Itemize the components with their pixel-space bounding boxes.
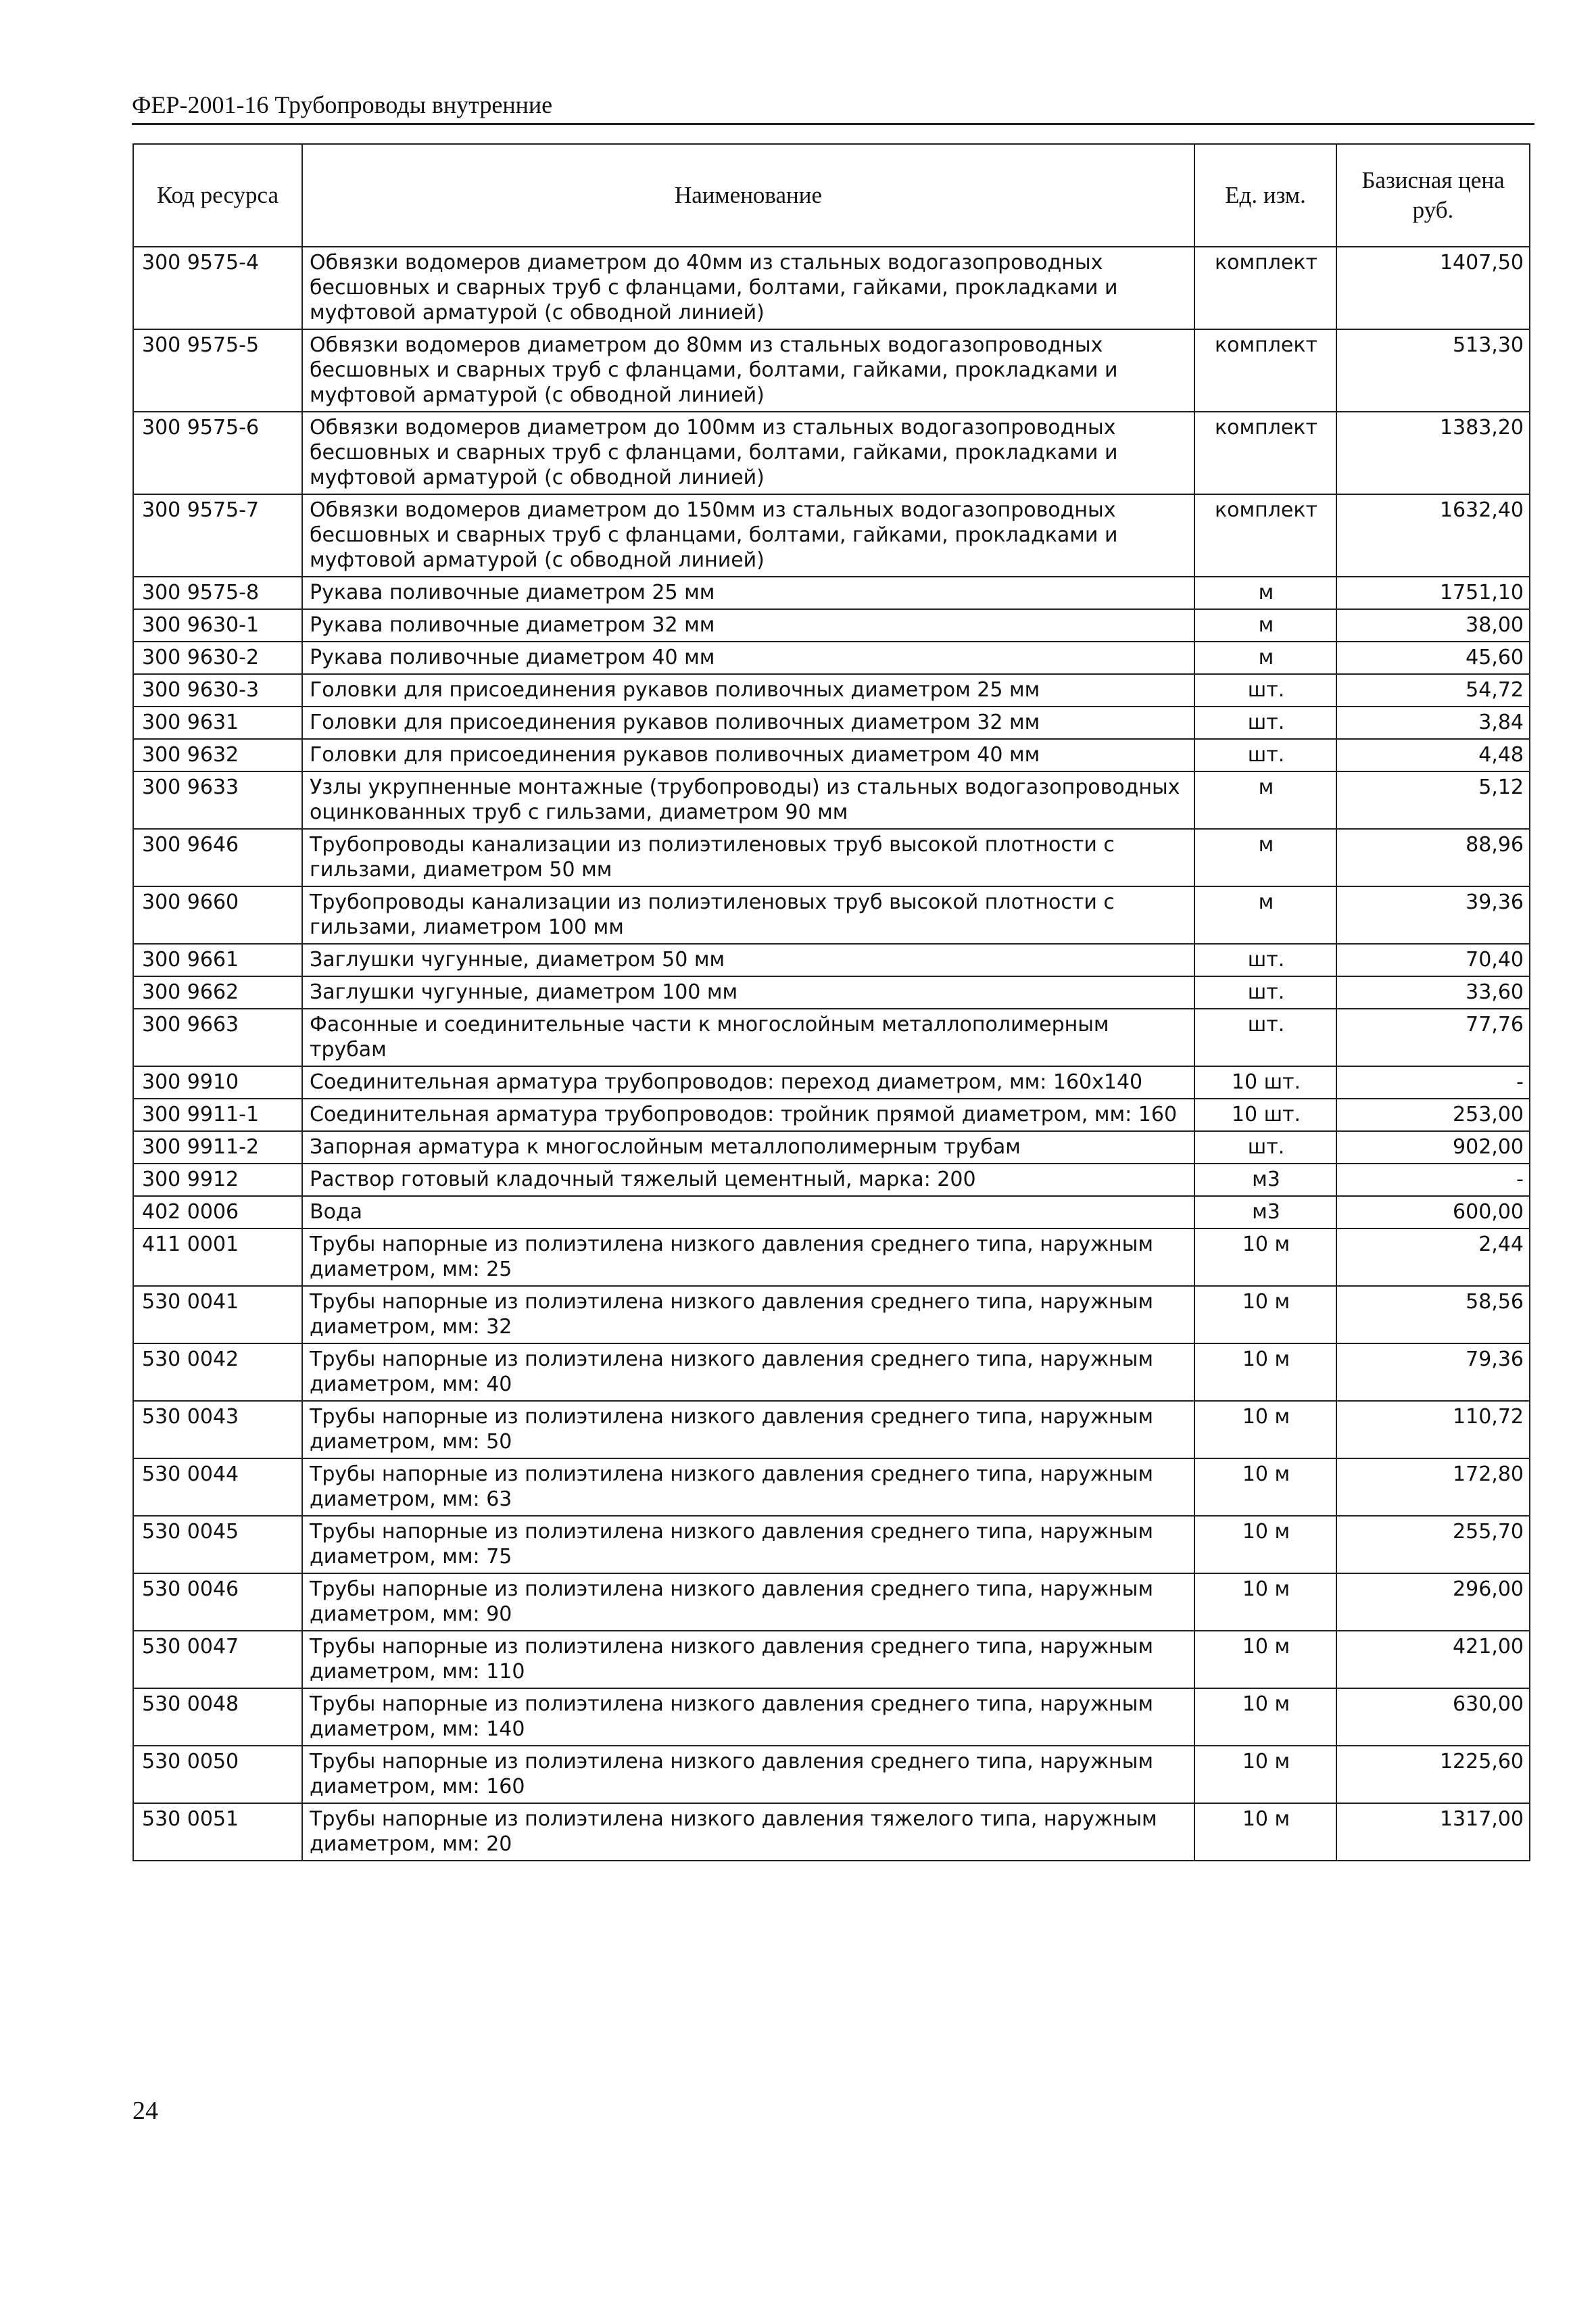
table-body	[133, 247, 1530, 1861]
resource-code: 300 9910	[133, 1066, 302, 1099]
table-row	[133, 1286, 1530, 1343]
table-row	[133, 1573, 1530, 1631]
unit-of-measure: комплект	[1194, 494, 1336, 577]
base-price: 5,12	[1336, 771, 1530, 829]
unit-of-measure: м	[1194, 577, 1336, 609]
unit-of-measure: м3	[1194, 1164, 1336, 1196]
table-header-row	[133, 144, 1530, 247]
resource-code: 530 0048	[133, 1688, 302, 1746]
resource-code: 530 0041	[133, 1286, 302, 1343]
base-price: 421,00	[1336, 1631, 1530, 1688]
base-price: 58,56	[1336, 1286, 1530, 1343]
resource-name: Головки для присоединения рукавов поливочных диаметром 40 мм	[302, 739, 1194, 771]
resource-name: Трубы напорные из полиэтилена низкого давления среднего типа, наружным диаметром, мм: 75	[302, 1516, 1194, 1573]
resource-name: Трубы напорные из полиэтилена низкого давления среднего типа, наружным диаметром, мм: 50	[302, 1401, 1194, 1458]
base-price: 39,36	[1336, 886, 1530, 944]
table-row	[133, 1401, 1530, 1458]
base-price: 1751,10	[1336, 577, 1530, 609]
resource-code: 300 9631	[133, 707, 302, 739]
resource-name: Трубы напорные из полиэтилена низкого давления среднего типа, наружным диаметром, мм: 110	[302, 1631, 1194, 1688]
column-header-unit: Ед. изм.	[1194, 144, 1336, 247]
base-price: 38,00	[1336, 609, 1530, 642]
unit-of-measure: 10 шт.	[1194, 1099, 1336, 1131]
base-price: 77,76	[1336, 1009, 1530, 1066]
base-price: 172,80	[1336, 1458, 1530, 1516]
resource-name: Запорная арматура к многослойным металлополимерным трубам	[302, 1131, 1194, 1164]
resource-name: Головки для присоединения рукавов поливочных диаметром 32 мм	[302, 707, 1194, 739]
table-row	[133, 886, 1530, 944]
unit-of-measure: 10 м	[1194, 1343, 1336, 1401]
resource-code: 300 9661	[133, 944, 302, 976]
table-row	[133, 1196, 1530, 1228]
resource-code: 300 9575-4	[133, 247, 302, 329]
base-price: 110,72	[1336, 1401, 1530, 1458]
base-price: 54,72	[1336, 674, 1530, 707]
resource-code: 300 9575-5	[133, 329, 302, 412]
table-row	[133, 1746, 1530, 1803]
base-price: 296,00	[1336, 1573, 1530, 1631]
base-price: 79,36	[1336, 1343, 1530, 1401]
unit-of-measure: 10 м	[1194, 1803, 1336, 1861]
base-price: 1317,00	[1336, 1803, 1530, 1861]
base-price: 1225,60	[1336, 1746, 1530, 1803]
base-price: 630,00	[1336, 1688, 1530, 1746]
table-row	[133, 412, 1530, 494]
resource-name: Трубы напорные из полиэтилена низкого давления среднего типа, наружным диаметром, мм: 32	[302, 1286, 1194, 1343]
resource-name: Рукава поливочные диаметром 40 мм	[302, 642, 1194, 674]
unit-of-measure: 10 м	[1194, 1401, 1336, 1458]
table-row	[133, 829, 1530, 886]
unit-of-measure: шт.	[1194, 976, 1336, 1009]
resource-name: Трубы напорные из полиэтилена низкого давления среднего типа, наружным диаметром, мм: 25	[302, 1228, 1194, 1286]
resource-code: 530 0043	[133, 1401, 302, 1458]
table-row	[133, 1228, 1530, 1286]
column-header-code: Код ресурса	[133, 144, 302, 247]
resource-name: Трубы напорные из полиэтилена низкого давления тяжелого типа, наружным диаметром, мм: 20	[302, 1803, 1194, 1861]
resource-code: 411 0001	[133, 1228, 302, 1286]
table-row	[133, 642, 1530, 674]
resource-name: Обвязки водомеров диаметром до 80мм из стальных водогазопроводных бесшовных и сварных труб с фланцами, болтами, гайками, прокладками и муфтовой арматурой (с обводной линией)	[302, 329, 1194, 412]
unit-of-measure: комплект	[1194, 247, 1336, 329]
resource-name: Фасонные и соединительные части к многослойным металлополимерным трубам	[302, 1009, 1194, 1066]
unit-of-measure: шт.	[1194, 1009, 1336, 1066]
table-row	[133, 329, 1530, 412]
resource-name: Рукава поливочные диаметром 25 мм	[302, 577, 1194, 609]
base-price: 33,60	[1336, 976, 1530, 1009]
unit-of-measure: 10 м	[1194, 1746, 1336, 1803]
resource-code: 530 0045	[133, 1516, 302, 1573]
table-row	[133, 1516, 1530, 1573]
base-price: 3,84	[1336, 707, 1530, 739]
table-row	[133, 674, 1530, 707]
unit-of-measure: м	[1194, 609, 1336, 642]
resource-name: Обвязки водомеров диаметром до 100мм из стальных водогазопроводных бесшовных и сварных труб с фланцами, болтами, гайками, прокладками и муфтовой арматурой (с обводной линией)	[302, 412, 1194, 494]
resource-code: 300 9630-2	[133, 642, 302, 674]
unit-of-measure: м	[1194, 886, 1336, 944]
table-row	[133, 609, 1530, 642]
resource-name: Соединительная арматура трубопроводов: переход диаметром, мм: 160x140	[302, 1066, 1194, 1099]
resource-name: Заглушки чугунные, диаметром 100 мм	[302, 976, 1194, 1009]
resource-code: 530 0044	[133, 1458, 302, 1516]
column-header-price: Базисная цена руб.	[1336, 144, 1530, 247]
table-row	[133, 1631, 1530, 1688]
unit-of-measure: 10 м	[1194, 1516, 1336, 1573]
base-price: -	[1336, 1066, 1530, 1099]
resource-name: Узлы укрупненные монтажные (трубопроводы) из стальных водогазопроводных оцинкованных труб с гильзами, диаметром 90 мм	[302, 771, 1194, 829]
table-row	[133, 247, 1530, 329]
resource-name: Трубы напорные из полиэтилена низкого давления среднего типа, наружным диаметром, мм: 63	[302, 1458, 1194, 1516]
unit-of-measure: 10 м	[1194, 1286, 1336, 1343]
table-row	[133, 739, 1530, 771]
resource-code: 300 9630-1	[133, 609, 302, 642]
table-row	[133, 1688, 1530, 1746]
resource-code: 402 0006	[133, 1196, 302, 1228]
unit-of-measure: шт.	[1194, 707, 1336, 739]
unit-of-measure: 10 м	[1194, 1573, 1336, 1631]
resource-code: 300 9575-7	[133, 494, 302, 577]
table-row	[133, 1803, 1530, 1861]
table-row	[133, 771, 1530, 829]
base-price: 255,70	[1336, 1516, 1530, 1573]
resource-code: 530 0050	[133, 1746, 302, 1803]
base-price: 1383,20	[1336, 412, 1530, 494]
resource-name: Головки для присоединения рукавов поливочных диаметром 25 мм	[302, 674, 1194, 707]
unit-of-measure: шт.	[1194, 739, 1336, 771]
base-price: 1407,50	[1336, 247, 1530, 329]
table-row	[133, 944, 1530, 976]
base-price: 88,96	[1336, 829, 1530, 886]
table-row	[133, 1131, 1530, 1164]
unit-of-measure: 10 м	[1194, 1688, 1336, 1746]
table-row	[133, 1458, 1530, 1516]
resource-code: 300 9911-1	[133, 1099, 302, 1131]
base-price: 902,00	[1336, 1131, 1530, 1164]
table-row	[133, 494, 1530, 577]
unit-of-measure: 10 м	[1194, 1458, 1336, 1516]
resource-code: 300 9630-3	[133, 674, 302, 707]
unit-of-measure: шт.	[1194, 1131, 1336, 1164]
resource-name: Трубы напорные из полиэтилена низкого давления среднего типа, наружным диаметром, мм: 40	[302, 1343, 1194, 1401]
unit-of-measure: м3	[1194, 1196, 1336, 1228]
resource-name: Обвязки водомеров диаметром до 40мм из стальных водогазопроводных бесшовных и сварных труб с фланцами, болтами, гайками, прокладками и муфтовой арматурой (с обводной линией)	[302, 247, 1194, 329]
base-price: 4,48	[1336, 739, 1530, 771]
resource-name: Трубопроводы канализации из полиэтиленовых труб высокой плотности с гильзами, диаметром 50 мм	[302, 829, 1194, 886]
unit-of-measure: шт.	[1194, 674, 1336, 707]
unit-of-measure: комплект	[1194, 329, 1336, 412]
base-price: 600,00	[1336, 1196, 1530, 1228]
resource-code: 300 9911-2	[133, 1131, 302, 1164]
resource-name: Раствор готовый кладочный тяжелый цементный, марка: 200	[302, 1164, 1194, 1196]
resource-name: Обвязки водомеров диаметром до 150мм из стальных водогазопроводных бесшовных и сварных труб с фланцами, болтами, гайками, прокладками и муфтовой арматурой (с обводной линией)	[302, 494, 1194, 577]
resource-price-table	[132, 143, 1530, 1861]
resource-code: 300 9646	[133, 829, 302, 886]
base-price: 1632,40	[1336, 494, 1530, 577]
unit-of-measure: м	[1194, 642, 1336, 674]
resource-name: Заглушки чугунные, диаметром 50 мм	[302, 944, 1194, 976]
table-row	[133, 1164, 1530, 1196]
base-price: 45,60	[1336, 642, 1530, 674]
resource-name: Трубопроводы канализации из полиэтиленовых труб высокой плотности с гильзами, лиаметром 100 мм	[302, 886, 1194, 944]
unit-of-measure: 10 м	[1194, 1228, 1336, 1286]
unit-of-measure: комплект	[1194, 412, 1336, 494]
resource-name: Трубы напорные из полиэтилена низкого давления среднего типа, наружным диаметром, мм: 90	[302, 1573, 1194, 1631]
resource-code: 300 9912	[133, 1164, 302, 1196]
resource-name: Рукава поливочные диаметром 32 мм	[302, 609, 1194, 642]
document-title: ФЕР-2001-16 Трубопроводы внутренние	[132, 91, 553, 118]
base-price: 70,40	[1336, 944, 1530, 976]
table-row	[133, 1009, 1530, 1066]
resource-code: 300 9575-8	[133, 577, 302, 609]
unit-of-measure: 10 шт.	[1194, 1066, 1336, 1099]
base-price: 2,44	[1336, 1228, 1530, 1286]
resource-code: 300 9663	[133, 1009, 302, 1066]
resource-name: Трубы напорные из полиэтилена низкого давления среднего типа, наружным диаметром, мм: 140	[302, 1688, 1194, 1746]
resource-code: 530 0047	[133, 1631, 302, 1688]
page-header	[132, 87, 1534, 125]
resource-code: 530 0046	[133, 1573, 302, 1631]
resource-code: 530 0051	[133, 1803, 302, 1861]
unit-of-measure: 10 м	[1194, 1631, 1336, 1688]
resource-code: 300 9575-6	[133, 412, 302, 494]
resource-code: 530 0042	[133, 1343, 302, 1401]
resource-name: Соединительная арматура трубопроводов: тройник прямой диаметром, мм: 160	[302, 1099, 1194, 1131]
resource-code: 300 9660	[133, 886, 302, 944]
base-price: -	[1336, 1164, 1530, 1196]
table-row	[133, 1099, 1530, 1131]
table-row	[133, 976, 1530, 1009]
resource-code: 300 9633	[133, 771, 302, 829]
resource-name: Трубы напорные из полиэтилена низкого давления среднего типа, наружным диаметром, мм: 160	[302, 1746, 1194, 1803]
resource-code: 300 9662	[133, 976, 302, 1009]
table-row	[133, 1066, 1530, 1099]
unit-of-measure: шт.	[1194, 944, 1336, 976]
base-price: 253,00	[1336, 1099, 1530, 1131]
page-number: 24	[132, 2097, 158, 2125]
table-row	[133, 1343, 1530, 1401]
resource-code: 300 9632	[133, 739, 302, 771]
resource-name: Вода	[302, 1196, 1194, 1228]
table-row	[133, 707, 1530, 739]
base-price: 513,30	[1336, 329, 1530, 412]
table-row	[133, 577, 1530, 609]
column-header-name: Наименование	[302, 144, 1194, 247]
unit-of-measure: м	[1194, 771, 1336, 829]
unit-of-measure: м	[1194, 829, 1336, 886]
